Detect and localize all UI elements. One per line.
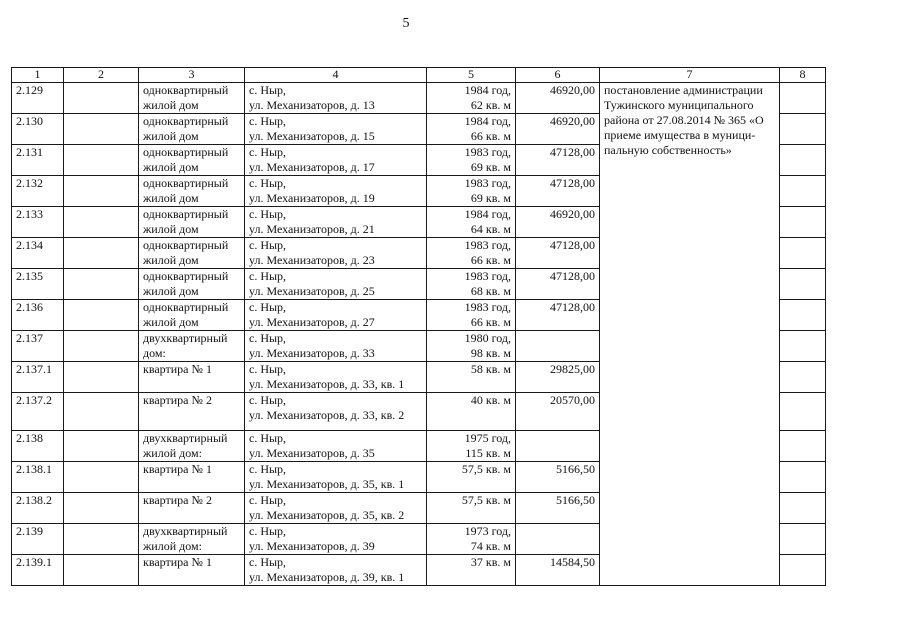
- year-area-line: 57,5 кв. м: [461, 462, 511, 476]
- address-cell: [245, 393, 427, 431]
- address-cell: [245, 524, 427, 555]
- address-line: ул. Механизаторов, д. 33, кв. 1: [249, 377, 405, 391]
- year-area-cell: [427, 431, 516, 462]
- header-col-7: 7: [600, 68, 780, 83]
- empty-col-8-cell: [780, 462, 826, 493]
- item-number-cell: 2.137: [12, 331, 64, 362]
- year-area-line: 1980 год,: [464, 331, 511, 345]
- object-type-line: одноквартирный: [143, 83, 229, 97]
- object-type-line: одноквартирный: [143, 207, 229, 221]
- object-type-line: одноквартирный: [143, 269, 229, 283]
- basis-document-line: района от 27.08.2014 № 365 «О: [604, 113, 764, 127]
- year-area-line: 66 кв. м: [470, 129, 511, 143]
- address-line: с. Ныр,: [249, 145, 287, 159]
- header-col-4: 4: [245, 68, 427, 83]
- object-type-cell: [139, 114, 245, 145]
- value-cell: 5166,50: [516, 462, 600, 493]
- address-line: с. Ныр,: [249, 114, 287, 128]
- year-area-cell: [427, 114, 516, 145]
- value-cell: 46920,00: [516, 83, 600, 114]
- header-col-8: 8: [780, 68, 826, 83]
- year-area-line: 1984 год,: [464, 83, 511, 97]
- address-line: с. Ныр,: [249, 269, 287, 283]
- address-line: ул. Механизаторов, д. 15: [249, 129, 375, 143]
- item-number-cell: 2.133: [12, 207, 64, 238]
- object-type-cell: [139, 393, 245, 431]
- address-line: с. Ныр,: [249, 555, 287, 569]
- basis-document-line: приеме имущества в муници-: [604, 128, 756, 142]
- empty-col-8-cell: [780, 362, 826, 393]
- address-line: ул. Механизаторов, д. 27: [249, 315, 375, 329]
- value-cell: 47128,00: [516, 145, 600, 176]
- value-cell: [516, 431, 600, 462]
- object-type-line: одноквартирный: [143, 238, 229, 252]
- address-line: с. Ныр,: [249, 207, 287, 221]
- address-line: ул. Механизаторов, д. 35, кв. 2: [249, 508, 405, 522]
- item-number-cell: 2.139.1: [12, 555, 64, 586]
- empty-col-8-cell: [780, 176, 826, 207]
- empty-col-2-cell: [64, 300, 139, 331]
- object-type-line: квартира № 1: [143, 362, 212, 376]
- value-cell: 46920,00: [516, 207, 600, 238]
- address-line: ул. Механизаторов, д. 33, кв. 2: [249, 408, 405, 422]
- year-area-line: 40 кв. м: [470, 393, 511, 407]
- address-line: ул. Механизаторов, д. 39, кв. 1: [249, 570, 405, 584]
- empty-col-2-cell: [64, 83, 139, 114]
- address-cell: [245, 331, 427, 362]
- item-number-cell: 2.135: [12, 269, 64, 300]
- empty-col-8-cell: [780, 393, 826, 431]
- address-line: ул. Механизаторов, д. 33: [249, 346, 375, 360]
- header-row: [12, 68, 826, 83]
- empty-col-2-cell: [64, 331, 139, 362]
- item-number-cell: 2.131: [12, 145, 64, 176]
- year-area-line: 66 кв. м: [470, 315, 511, 329]
- empty-col-2-cell: [64, 145, 139, 176]
- empty-col-8-cell: [780, 238, 826, 269]
- object-type-cell: [139, 145, 245, 176]
- item-number-cell: 2.130: [12, 114, 64, 145]
- year-area-line: 62 кв. м: [470, 98, 511, 112]
- address-line: ул. Механизаторов, д. 35, кв. 1: [249, 477, 405, 491]
- item-number-cell: 2.134: [12, 238, 64, 269]
- year-area-cell: [427, 83, 516, 114]
- value-cell: 47128,00: [516, 269, 600, 300]
- year-area-line: 68 кв. м: [470, 284, 511, 298]
- address-cell: [245, 269, 427, 300]
- basis-document-line: пальную собственность»: [604, 143, 732, 157]
- object-type-cell: [139, 331, 245, 362]
- year-area-line: 1983 год,: [464, 145, 511, 159]
- value-cell: 47128,00: [516, 176, 600, 207]
- object-type-line: квартира № 1: [143, 555, 212, 569]
- object-type-line: одноквартирный: [143, 114, 229, 128]
- header-col-1: 1: [12, 68, 64, 83]
- object-type-line: жилой дом:: [143, 539, 202, 553]
- year-area-cell: [427, 462, 516, 493]
- address-cell: [245, 362, 427, 393]
- object-type-cell: [139, 269, 245, 300]
- object-type-cell: [139, 462, 245, 493]
- item-number-cell: 2.138: [12, 431, 64, 462]
- object-type-line: жилой дом: [143, 129, 199, 143]
- item-number-cell: 2.129: [12, 83, 64, 114]
- year-area-cell: [427, 555, 516, 586]
- value-cell: 29825,00: [516, 362, 600, 393]
- object-type-line: жилой дом: [143, 191, 199, 205]
- object-type-line: жилой дом:: [143, 446, 202, 460]
- value-cell: 20570,00: [516, 393, 600, 431]
- object-type-line: квартира № 2: [143, 393, 212, 407]
- value-cell: [516, 524, 600, 555]
- value-cell: 46920,00: [516, 114, 600, 145]
- address-line: ул. Механизаторов, д. 23: [249, 253, 375, 267]
- year-area-line: 1984 год,: [464, 207, 511, 221]
- object-type-cell: [139, 176, 245, 207]
- empty-col-2-cell: [64, 114, 139, 145]
- empty-col-8-cell: [780, 493, 826, 524]
- year-area-cell: [427, 300, 516, 331]
- address-cell: [245, 145, 427, 176]
- address-line: ул. Механизаторов, д. 39: [249, 539, 375, 553]
- empty-col-2-cell: [64, 555, 139, 586]
- item-number-cell: 2.138.1: [12, 462, 64, 493]
- empty-col-8-cell: [780, 300, 826, 331]
- address-line: с. Ныр,: [249, 176, 287, 190]
- address-line: с. Ныр,: [249, 524, 287, 538]
- address-line: ул. Механизаторов, д. 17: [249, 160, 375, 174]
- object-type-cell: [139, 300, 245, 331]
- object-type-line: двухквартирный: [143, 331, 228, 345]
- year-area-line: 1975 год,: [464, 431, 511, 445]
- page-number: 5: [402, 16, 410, 31]
- object-type-line: квартира № 2: [143, 493, 212, 507]
- value-cell: [516, 331, 600, 362]
- address-line: с. Ныр,: [249, 238, 287, 252]
- value-cell: 47128,00: [516, 300, 600, 331]
- object-type-line: одноквартирный: [143, 145, 229, 159]
- address-line: с. Ныр,: [249, 331, 287, 345]
- item-number-cell: 2.138.2: [12, 493, 64, 524]
- address-cell: [245, 114, 427, 145]
- empty-col-8-cell: [780, 555, 826, 586]
- year-area-cell: [427, 176, 516, 207]
- basis-document-line: постановление администрации: [604, 83, 763, 97]
- year-area-line: 115 кв. м: [465, 446, 511, 460]
- object-type-cell: [139, 238, 245, 269]
- empty-col-8-cell: [780, 83, 826, 114]
- object-type-line: жилой дом: [143, 222, 199, 236]
- empty-col-2-cell: [64, 207, 139, 238]
- object-type-line: жилой дом: [143, 284, 199, 298]
- object-type-line: квартира № 1: [143, 462, 212, 476]
- header-col-5: 5: [427, 68, 516, 83]
- empty-col-8-cell: [780, 331, 826, 362]
- header-col-6: 6: [516, 68, 600, 83]
- address-cell: [245, 83, 427, 114]
- year-area-line: 58 кв. м: [470, 362, 511, 376]
- header-col-3: 3: [139, 68, 245, 83]
- address-line: ул. Механизаторов, д. 19: [249, 191, 375, 205]
- address-cell: [245, 300, 427, 331]
- table-body: [12, 83, 826, 586]
- item-number-cell: 2.132: [12, 176, 64, 207]
- year-area-cell: [427, 269, 516, 300]
- object-type-line: жилой дом: [143, 98, 199, 112]
- year-area-line: 37 кв. м: [470, 555, 511, 569]
- object-type-cell: [139, 555, 245, 586]
- year-area-line: 98 кв. м: [470, 346, 511, 360]
- address-line: с. Ныр,: [249, 300, 287, 314]
- item-number-cell: 2.137.1: [12, 362, 64, 393]
- year-area-cell: [427, 362, 516, 393]
- year-area-line: 74 кв. м: [470, 539, 511, 553]
- basis-document-cell: [600, 83, 780, 586]
- object-type-cell: [139, 362, 245, 393]
- empty-col-2-cell: [64, 238, 139, 269]
- address-line: с. Ныр,: [249, 362, 287, 376]
- empty-col-2-cell: [64, 493, 139, 524]
- object-type-line: жилой дом: [143, 315, 199, 329]
- year-area-cell: [427, 331, 516, 362]
- basis-document-line: Тужинского муниципального: [604, 98, 754, 112]
- address-line: с. Ныр,: [249, 83, 287, 97]
- address-line: ул. Механизаторов, д. 25: [249, 284, 375, 298]
- table-row: [12, 83, 826, 114]
- year-area-line: 69 кв. м: [470, 191, 511, 205]
- year-area-cell: [427, 493, 516, 524]
- address-line: ул. Механизаторов, д. 13: [249, 98, 375, 112]
- address-cell: [245, 555, 427, 586]
- year-area-line: 1983 год,: [464, 300, 511, 314]
- address-cell: [245, 493, 427, 524]
- year-area-line: 1983 год,: [464, 238, 511, 252]
- empty-col-8-cell: [780, 207, 826, 238]
- address-line: с. Ныр,: [249, 431, 287, 445]
- address-line: ул. Механизаторов, д. 35: [249, 446, 375, 460]
- year-area-line: 1983 год,: [464, 176, 511, 190]
- year-area-line: 64 кв. м: [470, 222, 511, 236]
- object-type-line: одноквартирный: [143, 300, 229, 314]
- object-type-cell: [139, 83, 245, 114]
- empty-col-8-cell: [780, 114, 826, 145]
- year-area-line: 57,5 кв. м: [461, 493, 511, 507]
- year-area-cell: [427, 238, 516, 269]
- item-number-cell: 2.137.2: [12, 393, 64, 431]
- year-area-line: 1983 год,: [464, 269, 511, 283]
- empty-col-2-cell: [64, 524, 139, 555]
- address-cell: [245, 207, 427, 238]
- object-type-cell: [139, 207, 245, 238]
- empty-col-2-cell: [64, 269, 139, 300]
- year-area-line: 1984 год,: [464, 114, 511, 128]
- address-line: с. Ныр,: [249, 493, 287, 507]
- empty-col-2-cell: [64, 362, 139, 393]
- value-cell: 14584,50: [516, 555, 600, 586]
- object-type-line: дом:: [143, 346, 166, 360]
- empty-col-2-cell: [64, 431, 139, 462]
- property-registry-table: [11, 67, 826, 586]
- address-cell: [245, 462, 427, 493]
- year-area-cell: [427, 524, 516, 555]
- object-type-cell: [139, 431, 245, 462]
- object-type-cell: [139, 524, 245, 555]
- address-cell: [245, 176, 427, 207]
- year-area-cell: [427, 145, 516, 176]
- object-type-line: жилой дом: [143, 160, 199, 174]
- object-type-line: одноквартирный: [143, 176, 229, 190]
- empty-col-8-cell: [780, 524, 826, 555]
- address-line: с. Ныр,: [249, 393, 287, 407]
- object-type-line: двухквартирный: [143, 524, 228, 538]
- object-type-cell: [139, 493, 245, 524]
- header-col-2: 2: [64, 68, 139, 83]
- year-area-line: 69 кв. м: [470, 160, 511, 174]
- year-area-cell: [427, 393, 516, 431]
- item-number-cell: 2.136: [12, 300, 64, 331]
- object-type-line: жилой дом: [143, 253, 199, 267]
- value-cell: 47128,00: [516, 238, 600, 269]
- year-area-line: 1973 год,: [464, 524, 511, 538]
- empty-col-8-cell: [780, 145, 826, 176]
- item-number-cell: 2.139: [12, 524, 64, 555]
- object-type-line: двухквартирный: [143, 431, 228, 445]
- value-cell: 5166,50: [516, 493, 600, 524]
- address-line: с. Ныр,: [249, 462, 287, 476]
- year-area-cell: [427, 207, 516, 238]
- address-cell: [245, 431, 427, 462]
- year-area-line: 66 кв. м: [470, 253, 511, 267]
- empty-col-2-cell: [64, 462, 139, 493]
- empty-col-8-cell: [780, 269, 826, 300]
- address-cell: [245, 238, 427, 269]
- empty-col-2-cell: [64, 176, 139, 207]
- empty-col-8-cell: [780, 431, 826, 462]
- address-line: ул. Механизаторов, д. 21: [249, 222, 375, 236]
- empty-col-2-cell: [64, 393, 139, 431]
